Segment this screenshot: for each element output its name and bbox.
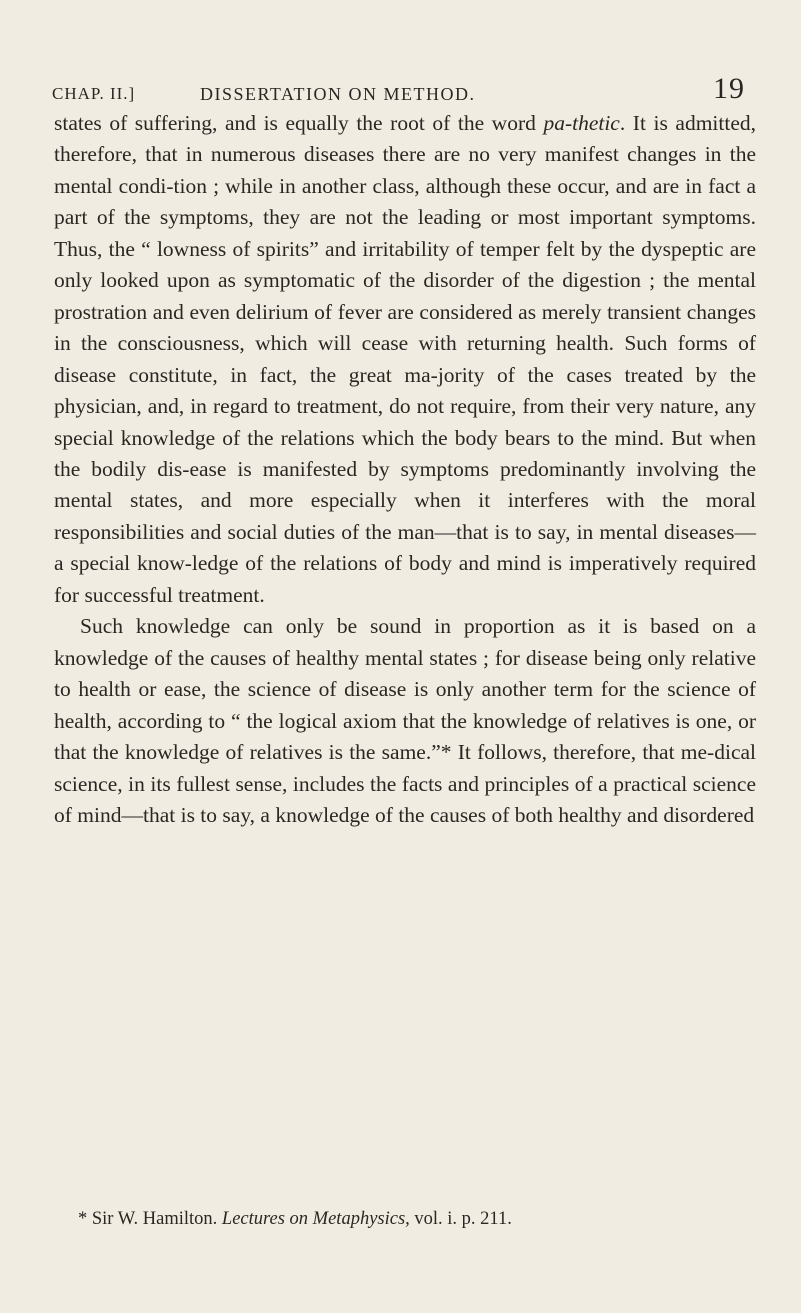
paragraph-1-part-2: . It is admitted, therefore, that in numerous diseases there are no very manifest changes in the mental condi-tion ; while in another class, although these occur, and are in fact a part of the symptoms, they are not the leading or most important symptoms. Thus, the “ lowness of spirits” and irritability of temper felt by the dyspeptic are only looked upon as symptomatic of the disorder of the digestion ; the mental prostration and even delirium of fever are considered as merely transient changes in the consciousness, which will cease with returning health. Such forms of disease constitute, in fact, the great ma-jority of the cases treated by the physician, and, in regard to treatment, do not require, from their very nature, any special knowledge of the relations which the body bears to the mind. But when the bodily dis-ease is manifested by symptoms predominantly involving the mental states, and more especially when it interferes with the moral responsibilities and social duties of the man—that is to say, in mental diseases—a special know-ledge of the relations of body and mind is imperatively required for successful treatment. [54, 111, 757, 607]
paragraph-1-part-1: states of suffering, and is equally the root of the word [54, 111, 544, 135]
running-title: DISSERTATION ON METHOD. [200, 84, 476, 104]
page-number: 19 [713, 72, 745, 105]
italic-word-pathetic: pa-thetic [543, 111, 620, 135]
body-text [54, 108, 756, 831]
footnote-title: Lectures on Metaphysics, [221, 1209, 410, 1229]
running-header [52, 68, 751, 108]
paragraph-1 [54, 108, 756, 611]
footnote [78, 1206, 758, 1232]
footnote-suffix: vol. i. p. 211. [414, 1209, 512, 1229]
paragraph-2: Such knowledge can only be sound in proportion as it is based on a knowledge of the causes of healthy mental states ; for disease being only relative to health or ease, the science of disease is only another term for the science of health, according to “ the logical axiom that the knowledge of relatives is one, or that the knowledge of relatives is the same.”* It follows, therefore, that me-dical science, in its fullest sense, includes the facts and principles of a practical science of mind—that is to say, a knowledge of the causes of both healthy and disordered [54, 614, 756, 827]
footnote-prefix: * Sir W. Hamilton. [78, 1209, 218, 1229]
chapter-label: CHAP. II.] [52, 84, 136, 103]
